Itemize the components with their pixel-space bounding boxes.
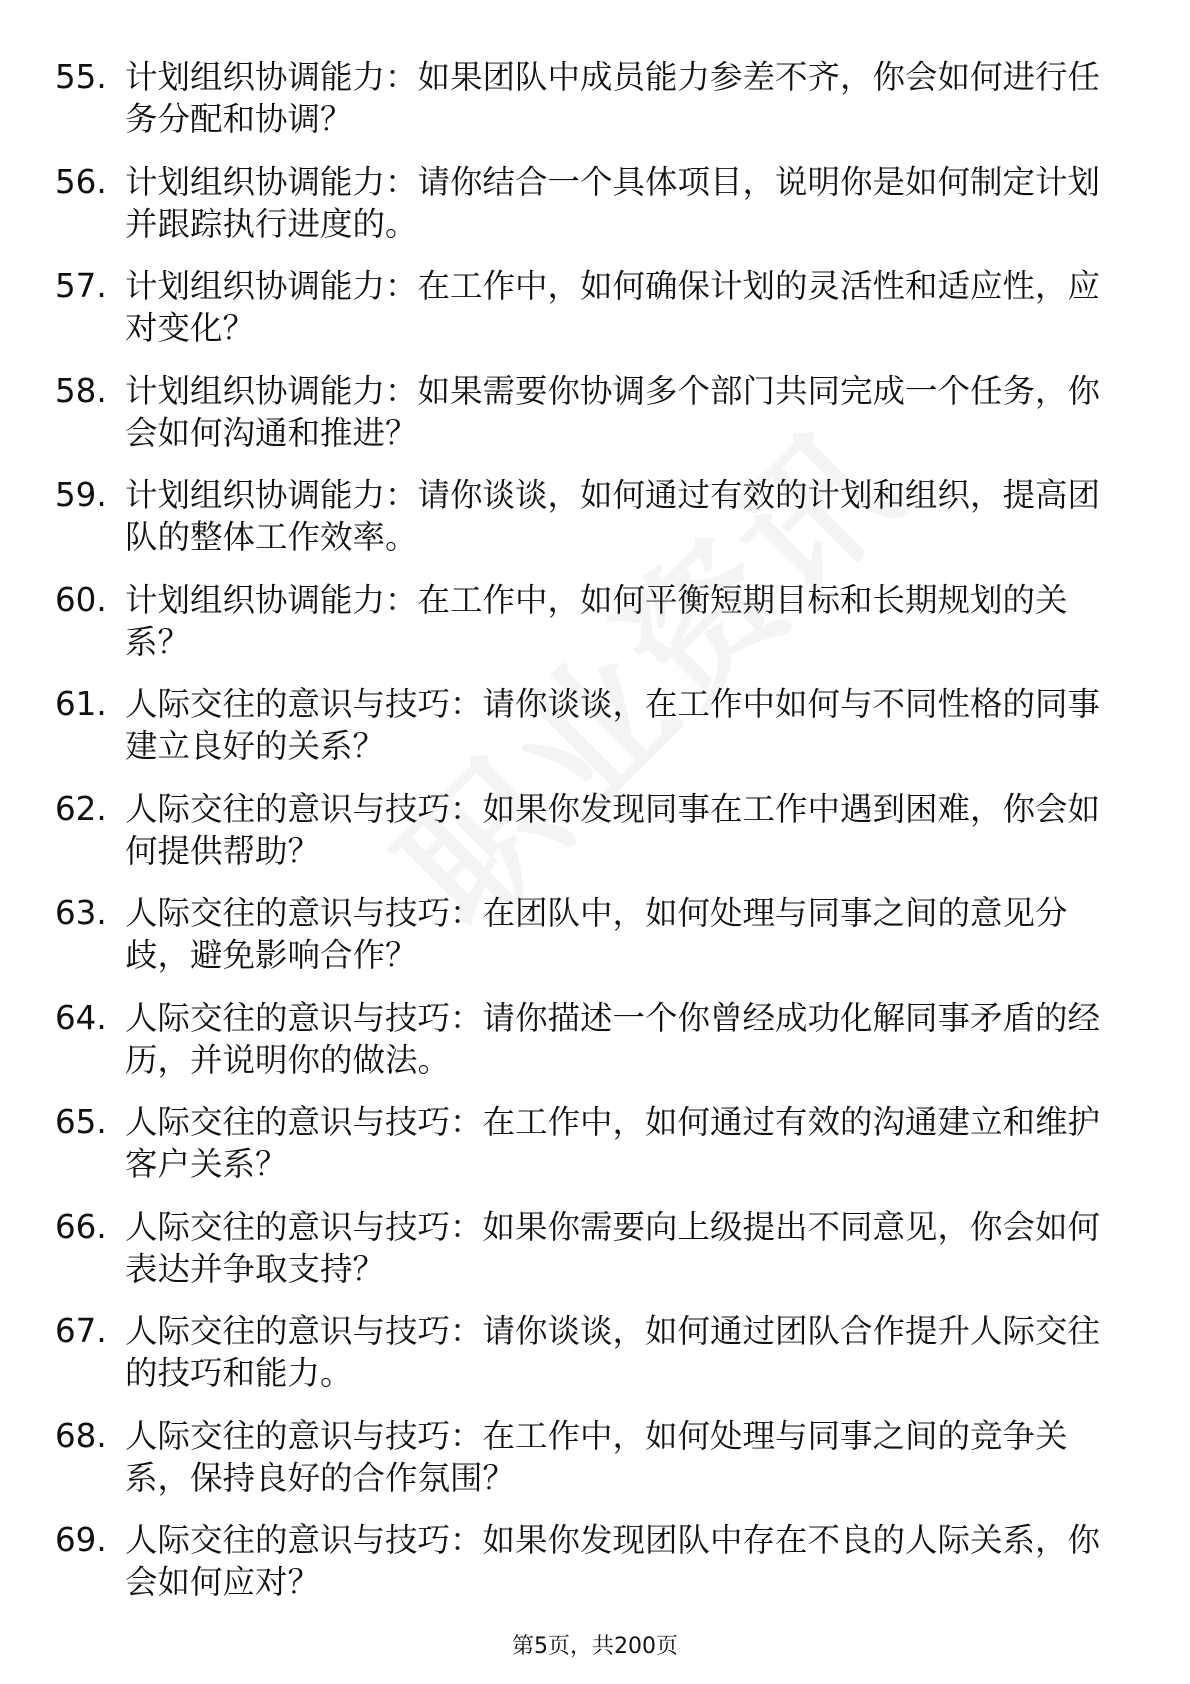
question-item xyxy=(55,370,1120,454)
question-text: 计划组织协调能力：请你结合一个具体项目，说明你是如何制定计划并跟踪执行进度的。 xyxy=(125,162,1101,243)
question-text: 人际交往的意识与技巧：如果你需要向上级提出不同意见，你会如何表达并争取支持？ xyxy=(125,1207,1101,1288)
question-item xyxy=(55,683,1120,767)
question-list xyxy=(55,56,1120,1624)
question-text: 计划组织协调能力：如果团队中成员能力参差不齐，你会如何进行任务分配和协调？ xyxy=(125,58,1101,138)
question-number: 68. xyxy=(55,1416,107,1455)
question-item xyxy=(55,788,1120,872)
question-number: 60. xyxy=(55,580,107,619)
question-text: 人际交往的意识与技巧：如果你发现同事在工作中遇到困难，你会如何提供帮助？ xyxy=(125,789,1101,870)
question-text: 计划组织协调能力：在工作中，如何确保计划的灵活性和适应性，应对变化？ xyxy=(125,267,1101,347)
question-item xyxy=(55,997,1120,1081)
question-number: 62. xyxy=(55,789,107,828)
question-item xyxy=(55,474,1120,558)
question-number: 59. xyxy=(55,476,107,514)
question-text: 人际交往的意识与技巧：在工作中，如何通过有效的沟通建立和维护客户关系？ xyxy=(125,1103,1101,1183)
question-text: 人际交往的意识与技巧：请你谈谈，在工作中如何与不同性格的同事建立良好的关系？ xyxy=(125,685,1101,765)
question-number: 57. xyxy=(55,267,107,305)
question-item xyxy=(55,579,1120,663)
question-number: 67. xyxy=(55,1312,107,1350)
question-text: 计划组织协调能力：请你谈谈，如何通过有效的计划和组织，提高团队的整体工作效率。 xyxy=(125,476,1101,556)
question-item xyxy=(55,56,1120,140)
question-number: 63. xyxy=(55,894,107,932)
question-text: 人际交往的意识与技巧：在工作中，如何处理与同事之间的竞争关系，保持良好的合作氛围？ xyxy=(125,1416,1068,1497)
question-number: 65. xyxy=(55,1103,107,1141)
page-footer xyxy=(0,1633,1190,1661)
question-number: 56. xyxy=(55,162,107,201)
question-number: 58. xyxy=(55,371,107,410)
question-item xyxy=(55,1101,1120,1185)
question-number: 64. xyxy=(55,998,107,1037)
question-item xyxy=(55,1206,1120,1290)
page-number-label: 第5页，共200页 xyxy=(512,1634,678,1659)
question-item xyxy=(55,1310,1120,1394)
question-number: 55. xyxy=(55,58,107,96)
question-number: 61. xyxy=(55,685,107,723)
question-item xyxy=(55,1415,1120,1499)
question-text: 人际交往的意识与技巧：请你描述一个你曾经成功化解同事矛盾的经历，并说明你的做法。 xyxy=(125,998,1101,1079)
question-text: 人际交往的意识与技巧：在团队中，如何处理与同事之间的意见分歧，避免影响合作？ xyxy=(125,894,1068,974)
question-number: 66. xyxy=(55,1207,107,1246)
question-item xyxy=(55,1519,1120,1603)
question-text: 计划组织协调能力：在工作中，如何平衡短期目标和长期规划的关系？ xyxy=(125,580,1068,661)
question-text: 计划组织协调能力：如果需要你协调多个部门共同完成一个任务，你会如何沟通和推进？ xyxy=(125,371,1101,452)
question-item xyxy=(55,265,1120,349)
question-text: 人际交往的意识与技巧：请你谈谈，如何通过团队合作提升人际交往的技巧和能力。 xyxy=(125,1312,1101,1392)
question-text: 人际交往的意识与技巧：如果你发现团队中存在不良的人际关系，你会如何应对？ xyxy=(125,1521,1101,1601)
question-item xyxy=(55,161,1120,245)
question-item xyxy=(55,892,1120,976)
question-number: 69. xyxy=(55,1521,107,1559)
